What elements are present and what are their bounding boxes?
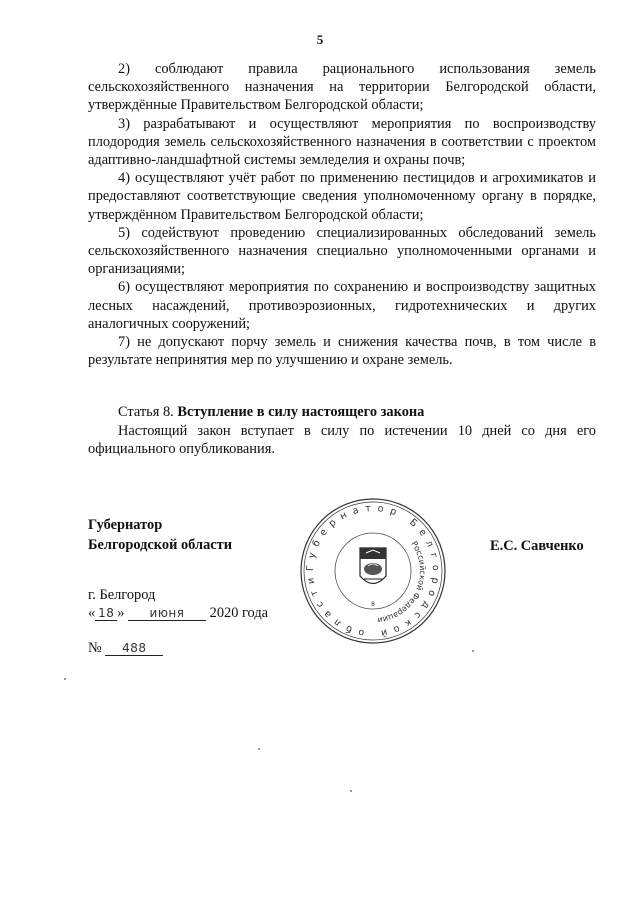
paragraph-item-3: 3) разрабатывают и осуществляют мероприятия по воспроизводству плодородия земель сельскохозяйственного назначения в соответствии с проектом адаптивно-ландшафтной системы земледелия и охраны почв; [88,115,596,169]
scan-speck [472,650,474,652]
article-heading [88,403,596,421]
place-of-signing: г. Белгород [88,587,156,603]
signing-date [88,605,268,622]
coat-of-arms-icon [360,548,386,584]
paragraph-item-6: 6) осуществляют мероприятия по сохранению и воспроизводству защитных лесных насаждений, противоэрозионных, гидротехнических и других аналогичных сооружений; [88,279,596,332]
svg-text:8: 8 [371,601,375,608]
article-number: Статья 8. [118,404,174,421]
scan-speck [258,748,260,750]
law-body [88,60,596,458]
signatory-position [88,515,232,555]
paragraph-item-4: 4) осуществляют учёт работ по применению пестицидов и агрохимикатов и предоставляют соответствующие сведения уполномоченному органу в порядке, утверждённом Правительством Белгородской области; [88,170,596,223]
number-sign: № [88,640,102,656]
scan-speck [350,790,352,792]
seal-text: Губернатор Белгородской области [304,502,442,640]
paragraph-item-2: 2) соблюдают правила рационального использования земель сельскохозяйственного назначения на территории Белгородской области, утверждённые Правительством Белгородской области; [88,61,596,114]
date-close-quote: » [117,605,125,621]
law-number [88,640,163,657]
paragraph-item-5: 5) содействуют проведению специализированных обследований земель сельскохозяйственного назначения специально уполномоченными органами и организациями; [88,224,596,278]
position-line-1: Губернатор [88,517,163,533]
article-8 [88,403,596,458]
date-year: 2020 года [209,605,269,621]
signatory-name: Е.С. Савченко [490,538,584,554]
date-open-quote: « [88,605,96,621]
paragraph-item-7: 7) не допускают порчу земель и снижения качества почв, в том числе в результате непринятия мер по улучшению и охране земель. [88,334,596,369]
article-text: Настоящий закон вступает в силу по истечении 10 дней со дня его официального опубликования. [88,422,596,457]
position-line-2: Белгородской области [88,537,233,553]
date-day: 18 [95,606,117,621]
article-title: Вступление в силу настоящего закона [177,404,425,421]
date-month: июня [128,606,206,621]
official-seal [298,496,448,646]
scan-speck [64,678,66,680]
page-number: 5 [316,32,324,47]
number-value: 488 [105,641,163,656]
seal-text-inner: Российской Федерации [376,539,428,625]
